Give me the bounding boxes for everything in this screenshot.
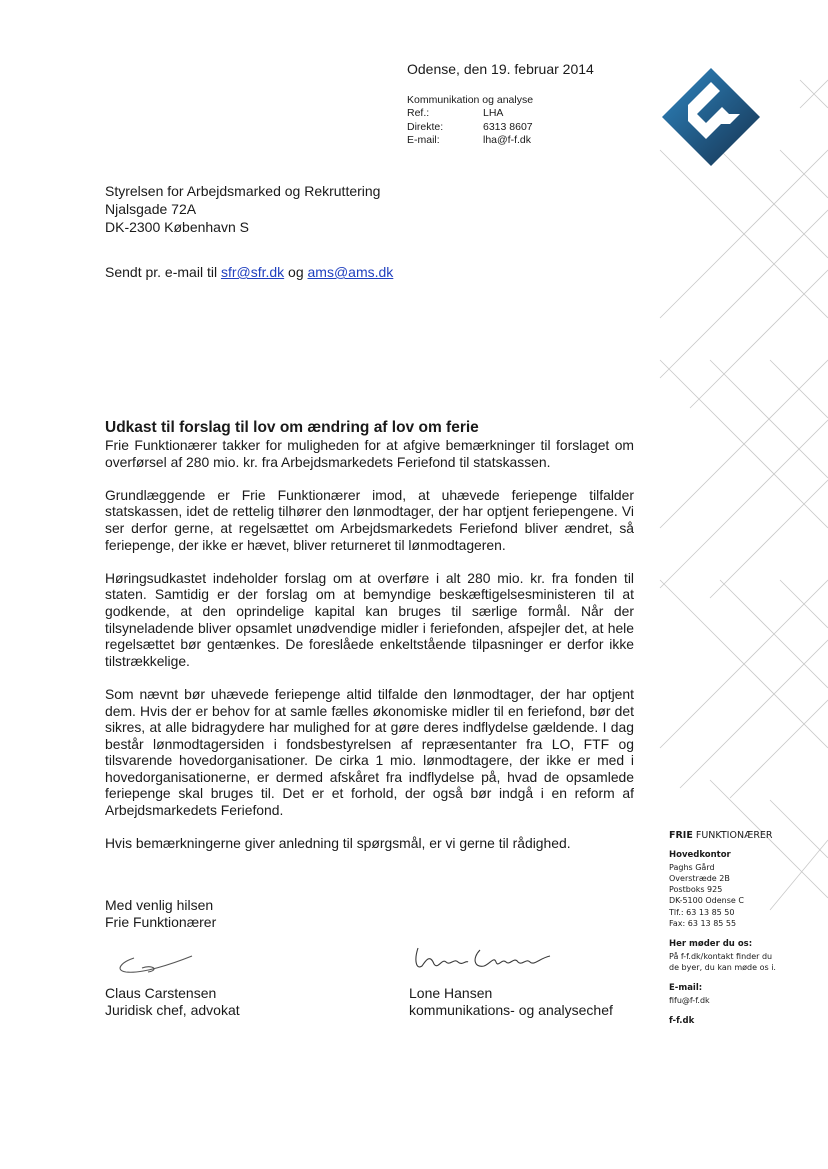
sidebar-org-bold: FRIE xyxy=(669,830,693,841)
meta-value: lha@f-f.dk xyxy=(483,133,532,146)
meet-line: de byer, du kan møde os i. xyxy=(669,962,776,972)
recipient-name: Styrelsen for Arbejdsmarked og Rekruttering xyxy=(105,183,381,199)
closing-org: Frie Funktionærer xyxy=(105,914,217,930)
dateline: Odense, den 19. februar 2014 xyxy=(407,61,594,77)
department: Kommunikation og analyse xyxy=(407,94,534,106)
office-line: Fax: 63 13 85 55 xyxy=(669,919,737,929)
body-paragraph: Høringsudkastet indeholder forslag om at overføre i alt 280 mio. kr. fra fonden til staten. Samtidig er der forslag om at bemyndige beskæftigelsesministeren til at godkende, at den oprindelige kapital kan bruges til særlige formål. Når der tilsyneladende bliver opsamlet unødvendige midler i feriefonden, afspejler det, at hele regelsættet bør gentænkes. De foreslåede enkeltstående tilpasninger er derfor ikke tilstrækkelige. xyxy=(105,569,634,669)
recipient-street: Njalsgade 72A xyxy=(105,201,197,217)
sent-prefix: Sendt pr. e-mail til xyxy=(105,264,221,280)
meta-row xyxy=(407,107,533,120)
meta-value: 6313 8607 xyxy=(483,120,533,133)
signatory-name: Claus Carstensen xyxy=(105,985,217,1001)
email-heading: E-mail: xyxy=(669,983,703,994)
body-paragraph: Hvis bemærkningerne giver anledning til spørgsmål, er vi gerne til rådighed. xyxy=(105,835,571,852)
signature-lone xyxy=(410,940,560,980)
office-line: Tlf.: 63 13 85 50 xyxy=(669,907,735,917)
signature-claus xyxy=(112,950,202,978)
office-line: DK-5100 Odense C xyxy=(669,896,744,906)
sidebar-web[interactable]: f-f.dk xyxy=(669,1015,695,1026)
signatory-title: kommunikations- og analysechef xyxy=(409,1002,613,1018)
office-line: Postboks 925 xyxy=(669,885,723,895)
frie-funktionaerer-logo xyxy=(660,66,762,168)
email-link-sfr[interactable]: sfr@sfr.dk xyxy=(220,264,285,280)
body-paragraph: Frie Funktionærer takker for muligheden for at afgive bemærkninger til forslaget om overførsel af 280 mio. kr. fra Arbejdsmarkedets Feriefond til statskassen. xyxy=(105,437,634,470)
meet-heading: Her møder du os: xyxy=(669,939,753,950)
sent-middle: og xyxy=(284,264,308,280)
signatory-right xyxy=(409,985,613,1019)
meta-label: E-mail: xyxy=(407,133,440,146)
office-heading: Hovedkontor xyxy=(669,850,731,861)
signatory-name: Lone Hansen xyxy=(409,985,493,1001)
meet-line: På f-f.dk/kontakt finder du xyxy=(669,951,773,961)
sidebar-contact xyxy=(669,830,776,1027)
signatory-left xyxy=(105,985,240,1019)
letter-body xyxy=(105,437,634,868)
office-line: Overstræde 2B xyxy=(669,873,730,883)
meta-row xyxy=(407,134,533,147)
signatory-title: Juridisk chef, advokat xyxy=(105,1002,240,1018)
sidebar-org xyxy=(669,830,776,841)
meta-row xyxy=(407,121,533,134)
meta-label: Direkte: xyxy=(407,120,444,133)
office-line: Paghs Gård xyxy=(669,862,715,872)
sidebar-email[interactable]: fifu@f-f.dk xyxy=(669,995,710,1005)
sidebar-org-rest: FUNKTIONÆRER xyxy=(692,830,773,841)
recipient-address xyxy=(105,182,380,236)
closing xyxy=(105,897,216,931)
closing-greeting: Med venlig hilsen xyxy=(105,897,214,913)
subject-heading: Udkast til forslag til lov om ændring af lov om ferie xyxy=(105,419,479,436)
sent-line xyxy=(105,264,393,280)
body-paragraph: Som nævnt bør uhævede feriepenge altid tilfalde den lønmodtager, der har optjent dem. Hvis der er behov for at samle fælles økonomiske midler til en feriefond, bør det sikres, at alle bidragydere har mulighed for at gøre deres indflydelse gældende. I dag består lønmodtagersiden i fondsbestyrelsen af repræsentanter fra LO, FTF og tilsvarende hovedorganisationer. De cirka 1 mio. lønmodtagere, der ikke er med i hovedorganisationerne, er dermed afskåret fra indflydelse på, hvad de opsamlede feriepenge skal bruges til. Det er et forhold, der også bør indgå i en reform af Arbejdsmarkedets Feriefond. xyxy=(105,685,634,819)
recipient-city: DK-2300 København S xyxy=(105,219,249,235)
meta-value: LHA xyxy=(483,107,504,120)
sender-meta xyxy=(407,94,533,147)
email-link-ams[interactable]: ams@ams.dk xyxy=(307,264,394,280)
meta-label: Ref.: xyxy=(407,107,430,120)
body-paragraph: Grundlæggende er Frie Funktionærer imod, at uhævede feriepenge tilfalder statskassen, idet de rettelig tilhører den lønmodtager, der har optjent feriepengene. Vi ser derfor gerne, at regelsættet om Arbejdsmarkedets Feriefond bliver ændret, så feriepenge, der ikke er hævet, bliver returneret til lønmodtageren. xyxy=(105,486,634,553)
